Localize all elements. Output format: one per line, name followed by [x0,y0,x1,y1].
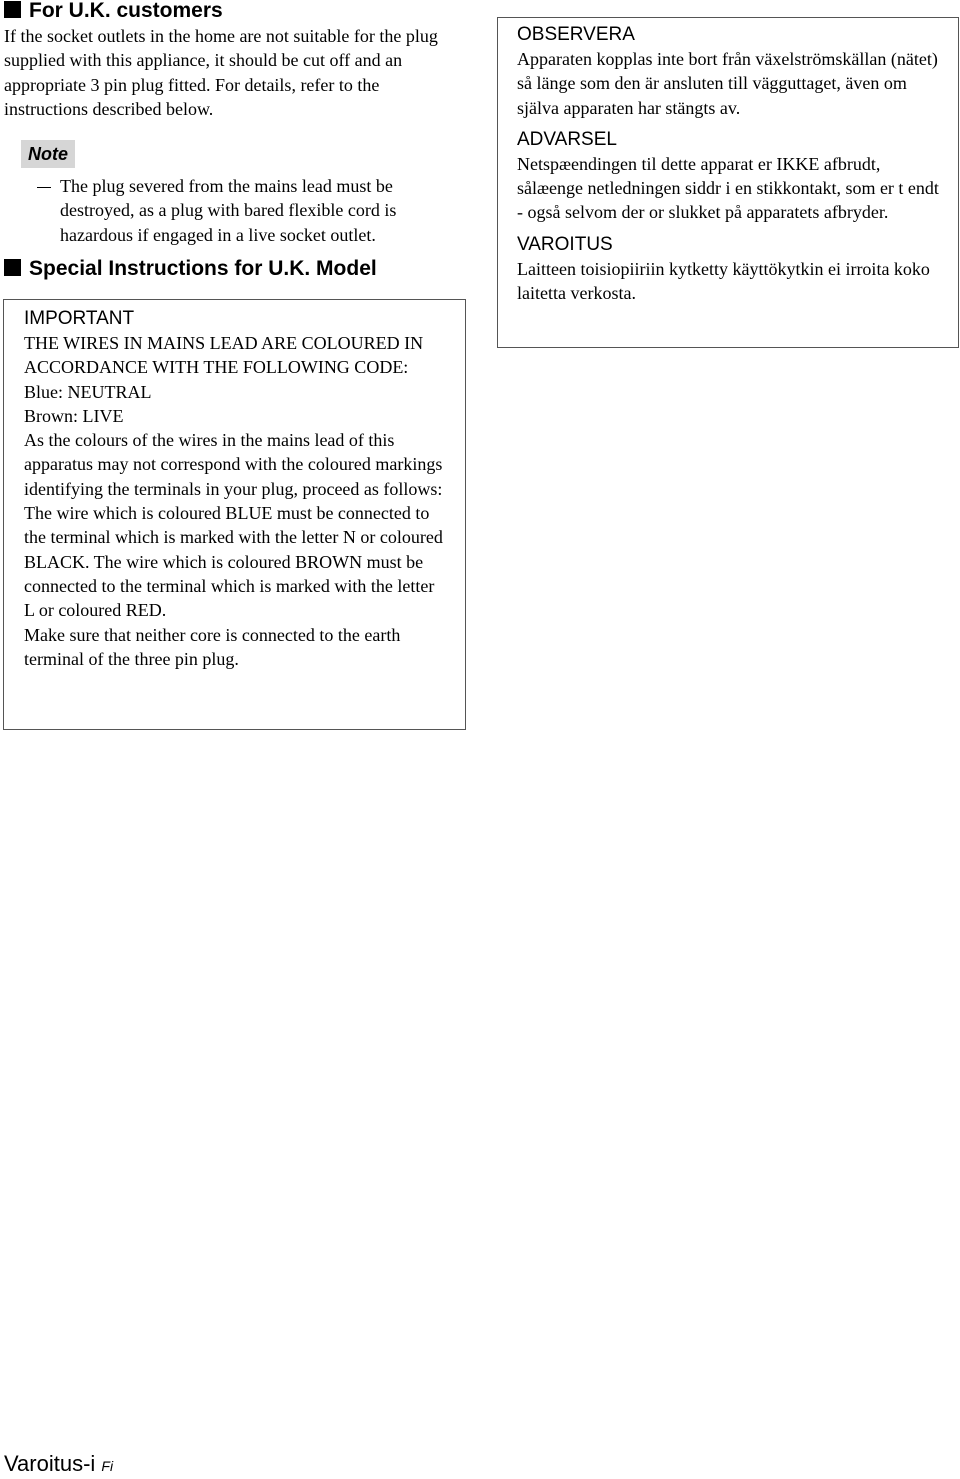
important-line: The wire which is coloured BLUE must be connected to the terminal which is marked with the letter N or coloured BLACK. The wire which is coloured BROWN must be connected to the terminal which is marked with the letter L or coloured RED. [24,503,443,621]
note-text: The plug severed from the mains lead must be destroyed, as a plug with bared flexible cord is hazardous if engaged in a live socket outlet. [60,176,397,245]
important-box [3,299,466,730]
varoitus-title: VAROITUS [517,233,613,255]
important-line: THE WIRES IN MAINS LEAD ARE COLOURED IN ACCORDANCE WITH THE FOLLOWING CODE: [24,333,424,378]
observera-title: OBSERVERA [517,24,635,45]
uk-customers-heading-text: For U.K. customers [29,0,223,22]
uk-customers-heading [4,0,223,23]
special-instructions-heading [4,257,377,281]
warning-section-finnish [517,233,958,306]
square-bullet-icon [4,1,21,18]
important-title: IMPORTANT [24,308,135,329]
special-instructions-heading-text: Special Instructions for U.K. Model [29,257,377,280]
page-footer [4,1451,113,1479]
note-label: Note [21,140,75,168]
important-line: Brown: LIVE [24,405,124,426]
warning-section-swedish [517,23,958,120]
advarsel-title: ADVARSEL [517,128,617,150]
observera-text: Apparaten kopplas inte bort från växelströmskällan (nätet) så länge som den är ansluten till vägguttaget, även om själva apparaten har stängts av. [517,49,938,118]
important-line: Blue: NEUTRAL [24,381,152,402]
advarsel-text: Netspæendingen til dette apparat er IKKE afbrudt, sålæenge netledningen siddr i en stikkontakt, som er t endt - også selvom der or slukket på apparatets afbryder. [517,153,939,223]
footer-language-code: Fi [101,1458,114,1474]
important-line: As the colours of the wires in the mains lead of this apparatus may not correspond with the coloured markings identifying the terminals in your plug, proceed as follows: [24,430,443,499]
square-bullet-icon [4,259,21,276]
nordic-warnings-box [497,17,959,348]
varoitus-text: Laitteen toisiopiiriin kytketty käyttökytkin ei irroita koko laitetta verkosta. [517,258,930,304]
footer-label: Varoitus-i [4,1451,96,1476]
important-line: Make sure that neither core is connected to the earth terminal of the three pin plug. [24,624,401,669]
important-body [24,331,449,671]
uk-customers-text: If the socket outlets in the home are not suitable for the plug supplied with this appliance, it should be cut off and an appropriate 3 pin plug fitted. For details, refer to the instructions described below. [4,26,438,119]
dash-bullet-icon [37,187,51,188]
warning-section-danish [517,128,958,225]
